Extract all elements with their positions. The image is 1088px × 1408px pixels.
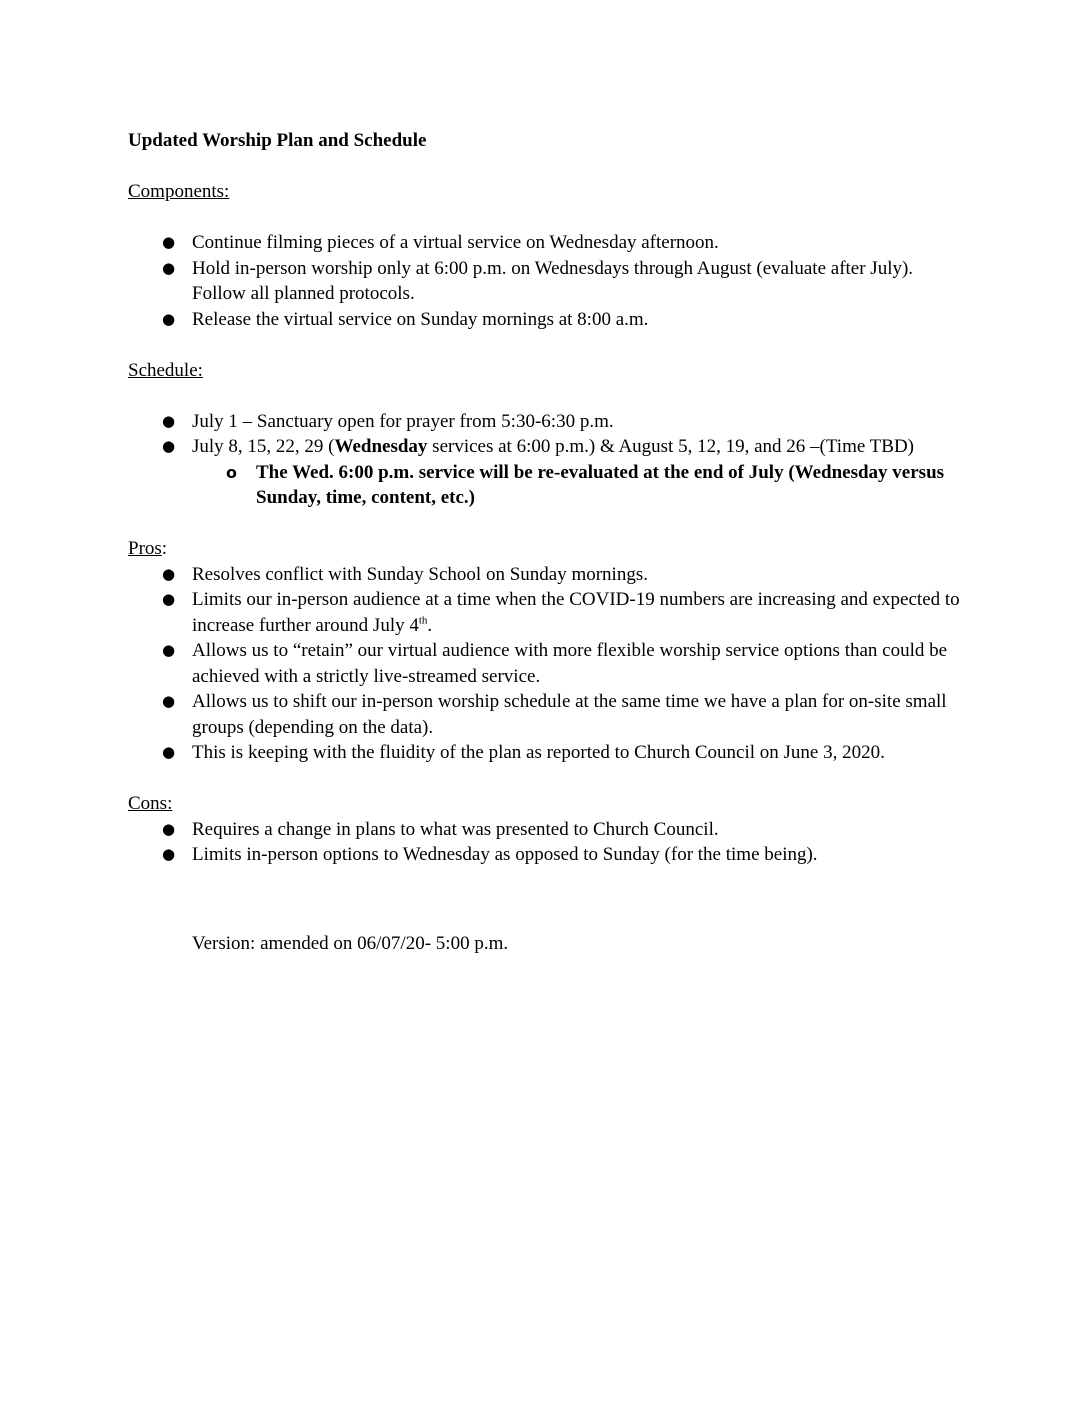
bullet-icon: ● (162, 258, 176, 277)
list-item: ● Release the virtual service on Sunday mornings at 8:00 a.m. (128, 307, 964, 333)
list-item: ● Limits our in-person audience at a time when the COVID-19 numbers are increasing and expected to increase further around July 4th. (162, 589, 960, 636)
circle-bullet-icon: o (226, 462, 237, 482)
cons-heading: Cons: (128, 793, 173, 814)
pros-list (128, 562, 964, 766)
version-note: Version: amended on 06/07/20- 5:00 p.m. (192, 932, 509, 954)
document-title: Updated Worship Plan and Schedule (128, 130, 427, 151)
bullet-icon: ● (162, 743, 176, 761)
list-item: ● Requires a change in plans to what was presented to Church Council. (128, 817, 964, 843)
bullet-icon: ● (162, 309, 176, 328)
bullet-icon: ● (162, 233, 176, 251)
document-page (128, 128, 964, 956)
list-item: ● Allows us to shift our in-person worship schedule at the same time we have a plan for on-site small groups (depending on the data). (162, 691, 947, 738)
schedule-list (128, 409, 964, 511)
pros-heading: Pros: (128, 538, 168, 559)
bullet-icon: ● (162, 641, 176, 659)
list-item: ● Allows us to “retain” our virtual audience with more flexible worship service options than could be achieved with a strictly live-streamed service. (162, 640, 948, 687)
list-item: ● Resolves conflict with Sunday School on Sunday mornings. (128, 562, 964, 588)
list-item: ● This is keeping with the fluidity of the plan as reported to Church Council on June 3, 2020. (128, 740, 964, 766)
bullet-icon: ● (162, 437, 176, 455)
list-item: ● July 1 – Sanctuary open for prayer from 5:30-6:30 p.m. (128, 409, 964, 435)
bullet-icon: ● (162, 692, 176, 710)
sub-list-item: o The Wed. 6:00 p.m. service will be re-evaluated at the end of July (Wednesday versus Sunday, time, content, etc.) (226, 461, 945, 508)
bullet-icon: ● (162, 411, 176, 430)
bullet-icon: ● (162, 845, 176, 863)
list-item: ● Continue filming pieces of a virtual service on Wednesday afternoon. (128, 230, 964, 256)
cons-list (128, 817, 964, 868)
bullet-icon: ● (162, 564, 176, 583)
list-item: ● July 8, 15, 22, 29 (Wednesday services at 6:00 p.m.) & August 5, 12, 19, and 26 –(Time TBD) o The Wed. 6:00 p.m. service will be re-evaluated at the end of July (Wednesday versus Sunday, time, content, etc.) (128, 434, 964, 511)
schedule-heading: Schedule: (128, 359, 203, 381)
list-item: ● Limits in-person options to Wednesday as opposed to Sunday (for the time being). (128, 842, 964, 868)
schedule-sub-list (128, 460, 964, 511)
components-list (128, 230, 964, 332)
bullet-icon: ● (162, 819, 176, 838)
bullet-icon: ● (162, 590, 176, 608)
components-heading: Components: (128, 181, 230, 202)
list-item: ● Hold in-person worship only at 6:00 p.m. on Wednesdays through August (evaluate after July). Follow all planned protocols. (162, 257, 914, 304)
